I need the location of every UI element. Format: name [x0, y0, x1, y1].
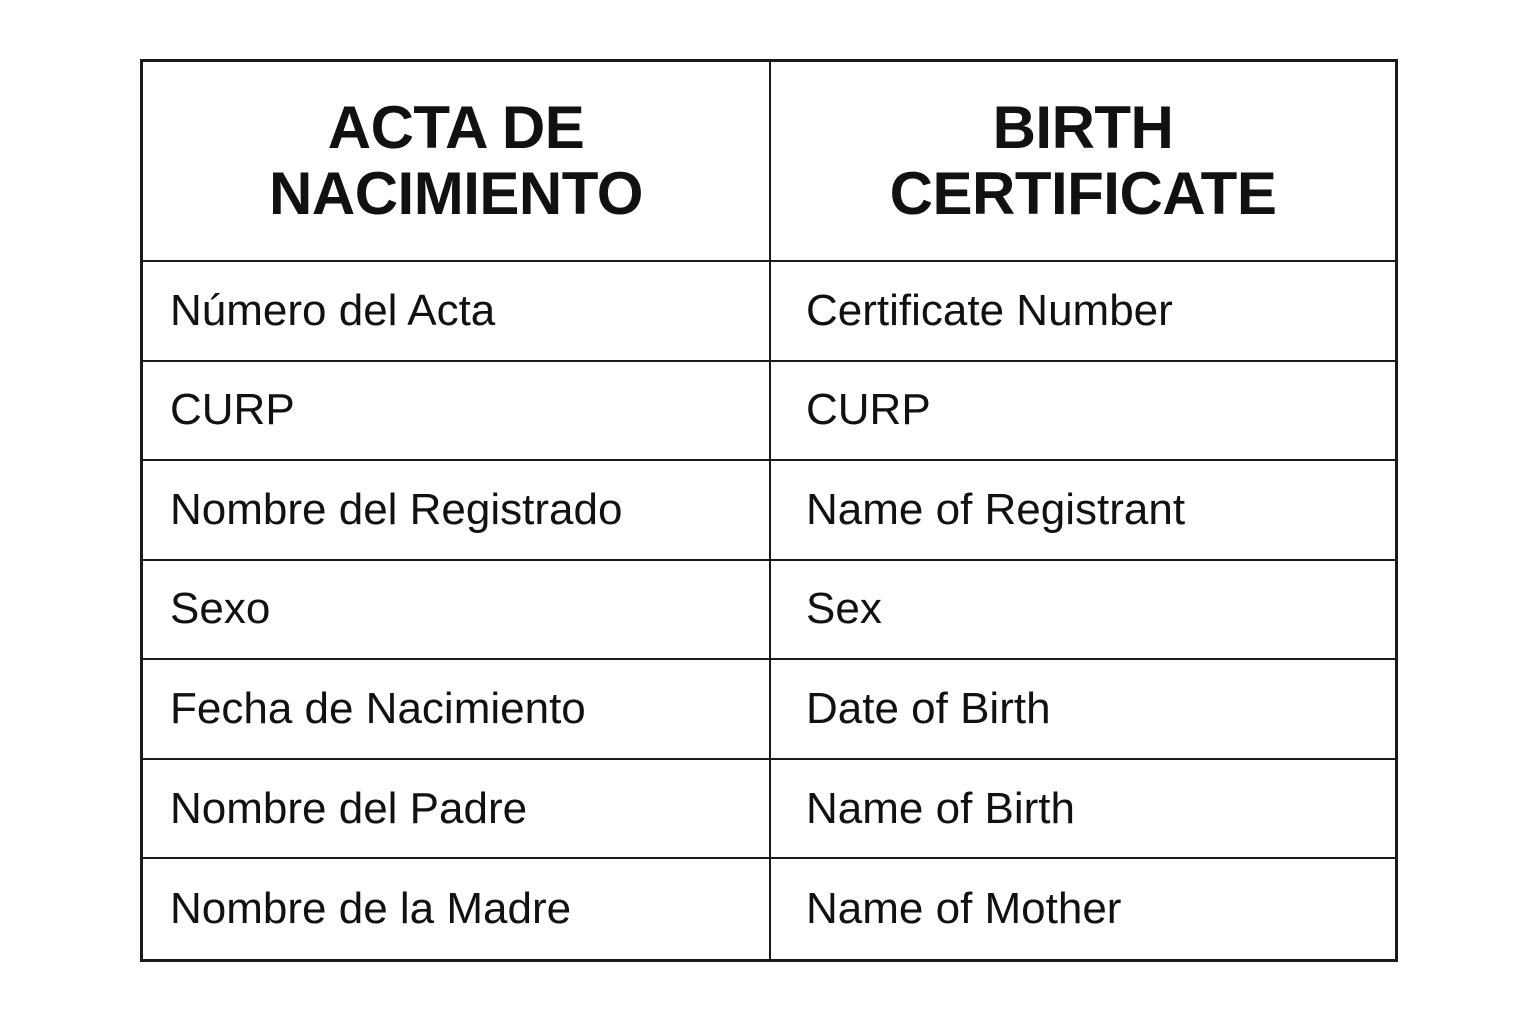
table-row-english [771, 362, 1395, 462]
table-row-spanish [143, 859, 771, 959]
cell-spanish: CURP [170, 385, 295, 435]
header-spanish: ACTA DE NACIMIENTO [143, 62, 771, 262]
cell-spanish: Número del Acta [170, 285, 496, 335]
table-row-spanish [143, 660, 771, 760]
table-row-english [771, 859, 1395, 959]
cell-spanish: Sexo [170, 584, 271, 634]
table-row-english [771, 561, 1395, 661]
cell-english: Name of Birth [806, 783, 1075, 833]
cell-english: Sex [806, 584, 882, 634]
table-row-spanish [143, 362, 771, 462]
cell-spanish: Nombre del Registrado [170, 484, 623, 534]
cell-spanish: Nombre del Padre [170, 783, 528, 833]
cell-english: CURP [806, 385, 931, 435]
cell-english: Certificate Number [806, 285, 1173, 335]
table-row-spanish [143, 561, 771, 661]
cell-spanish: Fecha de Nacimiento [170, 684, 586, 734]
cell-english: Date of Birth [806, 684, 1051, 734]
table-row-spanish [143, 760, 771, 860]
cell-spanish: Nombre de la Madre [170, 884, 572, 934]
header-english: BIRTH CERTIFICATE [771, 62, 1395, 262]
cell-english: Name of Mother [806, 884, 1122, 934]
table-row-english [771, 262, 1395, 362]
translation-table [140, 59, 1398, 962]
table-row-english [771, 760, 1395, 860]
table-row-english [771, 461, 1395, 561]
table-row-spanish [143, 461, 771, 561]
table-row-english [771, 660, 1395, 760]
cell-english: Name of Registrant [806, 484, 1186, 534]
table-row-spanish [143, 262, 771, 362]
